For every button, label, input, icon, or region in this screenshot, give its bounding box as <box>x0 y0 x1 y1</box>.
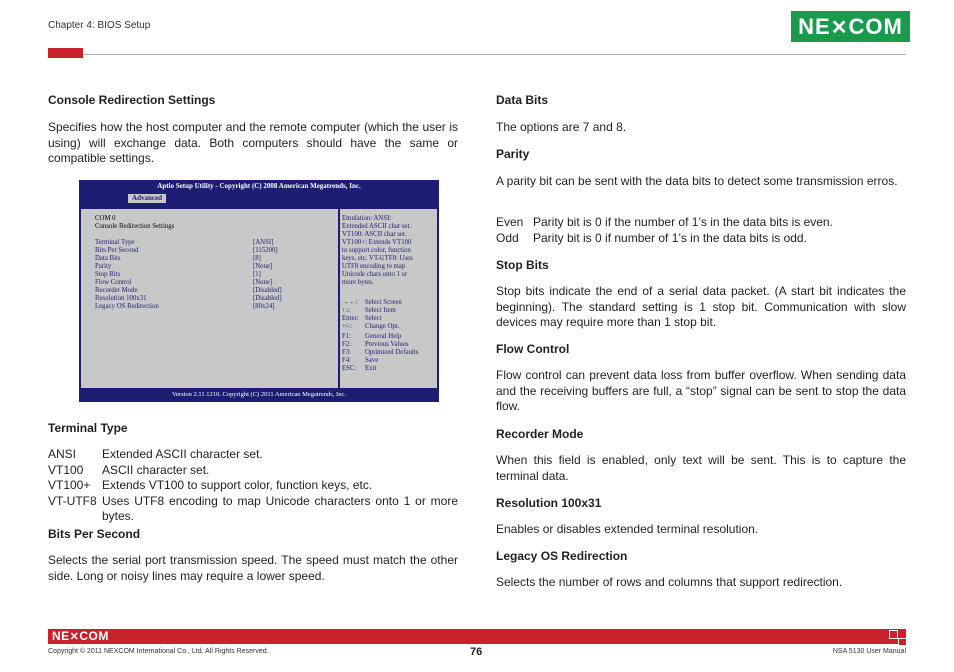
bios-option-label: Stop Bits <box>95 271 121 278</box>
bios-key: ↑↓: <box>342 307 351 314</box>
bios-key: →←: <box>342 299 358 306</box>
bios-option-value: [115200] <box>253 247 278 254</box>
bios-option-value: [None] <box>253 279 273 286</box>
manual-name: NSA 5130 User Manual <box>832 648 906 655</box>
bios-key-desc: Exit <box>365 365 377 372</box>
bios-help-line: Unicode chars onto 1 or <box>342 271 408 278</box>
legacy-os-text: Selects the number of rows and columns that support redirection. <box>496 575 843 589</box>
console-redirection-text: Specifies how the host computer and the remote computer (which the user is using) will exchange data. Both computers should have the same or compatible settings. <box>48 120 458 165</box>
bios-option-value: [Disabled] <box>253 287 282 294</box>
bios-key-desc: Optimized Defaults <box>365 349 419 356</box>
bios-screenshot <box>79 180 439 402</box>
parity-text: A parity bit can be sent with the data bits to detect some transmission erros. <box>496 174 898 188</box>
term-desc: Parity bit is 0 if number of 1’s in the data bits is odd. <box>533 230 807 245</box>
bios-help-line: VT100: ASCII char set. <box>342 231 407 238</box>
bios-heading-com: COM 0 <box>95 215 116 222</box>
list-item <box>496 231 906 247</box>
stop-bits-title: Stop Bits <box>496 258 549 272</box>
bios-key: F2: <box>342 341 352 348</box>
chapter-label: Chapter 4: BIOS Setup <box>48 20 151 31</box>
term-desc: Extends VT100 to support color, function keys, etc. <box>102 478 373 492</box>
bios-help-line: Emulation: ANSI: <box>342 215 392 222</box>
bits-per-second-title: Bits Per Second <box>48 527 141 541</box>
bits-per-second-text: Selects the serial port transmission speed. The speed must match the other side. Long or noisy lines may require a lower speed. <box>48 553 458 583</box>
resolution-text: Enables or disables extended terminal resolution. <box>496 522 759 536</box>
bios-help-line: to support color, function <box>342 247 411 254</box>
bios-help-line: Extended ASCII char set. <box>342 223 412 230</box>
bios-option-value: [Disabled] <box>253 295 282 302</box>
bios-option-value: [1] <box>253 271 261 278</box>
term: VT100 <box>48 462 84 477</box>
recorder-mode-title: Recorder Mode <box>496 427 584 441</box>
bios-option-label: Data Bits <box>95 255 121 262</box>
bios-option-label: Terminal Type <box>95 239 135 246</box>
list-item <box>496 215 906 231</box>
list-item <box>48 447 458 463</box>
bios-key: F1: <box>342 333 352 340</box>
bios-key-desc: Select <box>365 315 382 322</box>
header-rule <box>48 54 906 55</box>
bios-key: F3: <box>342 349 352 356</box>
bios-help-line: VT100+: Extends VT100 <box>342 239 412 246</box>
bios-help-line: keys, etc. VT-UTF8: Uses <box>342 255 413 262</box>
console-redirection-title: Console Redirection Settings <box>48 93 216 107</box>
footer-square-icon <box>889 630 898 639</box>
flow-control-title: Flow Control <box>496 342 570 356</box>
bios-key: Enter: <box>342 315 359 322</box>
bios-help-line: more bytes. <box>342 279 374 286</box>
term-desc: ASCII character set. <box>102 462 210 477</box>
parity-title: Parity <box>496 147 530 161</box>
bios-divider <box>338 209 340 388</box>
bios-key-desc: General Help <box>365 333 402 340</box>
bios-option-value: [8] <box>253 255 261 262</box>
term: VT100+ <box>48 478 91 492</box>
bios-option-value: [80x24] <box>253 303 275 310</box>
term-desc: Uses UTF8 encoding to map Unicode characters onto 1 or more bytes. <box>102 493 458 523</box>
legacy-os-title: Legacy OS Redirection <box>496 549 628 563</box>
bios-key: +/-: <box>342 323 352 330</box>
terminal-type-title: Terminal Type <box>48 421 128 435</box>
bios-key-desc: Change Opt. <box>365 323 400 330</box>
terminal-type-list <box>48 447 458 525</box>
bios-option-label: Resolution 100x31 <box>95 295 147 302</box>
bios-option-label: Legacy OS Redirection <box>95 303 159 310</box>
bios-panel <box>81 209 437 388</box>
data-bits-text: The options are 7 and 8. <box>496 120 627 134</box>
footer-bar <box>48 629 906 644</box>
bios-key-desc: Previous Values <box>365 341 409 348</box>
bios-option-label: Bits Per Second <box>95 247 139 254</box>
footer-square-icon <box>898 638 907 646</box>
recorder-mode-text: When this field is enabled, only text will be sent. This is to capture the terminal data. <box>496 453 906 483</box>
bios-key: ESC: <box>342 365 357 372</box>
stop-bits-text: Stop bits indicate the end of a serial data packet. (A start bit indicates the beginning). The standard setting is 1 stop bit. Communication with slow devices may require more than 1 stop bit. <box>496 284 906 329</box>
bios-key: F4: <box>342 357 352 364</box>
bios-title: Aptio Setup Utility - Copyright (C) 2008 American Megatrends, Inc. <box>157 182 361 190</box>
bios-option-value: [ANSI] <box>253 239 274 246</box>
bios-footer: Version 2.11.1210. Copyright (C) 2011 American Megatrends, Inc. <box>172 391 346 398</box>
bios-help-line: UTF8 encoding to map <box>342 263 406 270</box>
term: Even <box>496 215 524 229</box>
bios-key-desc: Select Screen <box>365 299 402 306</box>
copyright: Copyright © 2011 NEXCOM International Co., Ltd. All Rights Reserved. <box>48 648 269 655</box>
parity-list <box>496 215 906 246</box>
bios-option-label: Recorder Mode <box>95 287 138 294</box>
term: Odd <box>496 230 519 245</box>
bios-key-desc: Save <box>365 357 379 364</box>
nexcom-logo: NE✕COM <box>791 11 910 42</box>
header-accent <box>48 48 83 58</box>
list-item <box>48 494 458 525</box>
term-desc: Parity bit is 0 if the number of 1’s in the data bits is even. <box>533 215 833 229</box>
bios-option-label: Flow Control <box>95 279 132 286</box>
flow-control-text: Flow control can prevent data loss from buffer overflow. When sending data and the receiving buffers are full, a “stop” signal can be sent to stop the data flow. <box>496 368 906 413</box>
term: VT-UTF8 <box>48 493 97 508</box>
bios-key-desc: Select Item <box>365 307 396 314</box>
list-item <box>48 463 458 479</box>
bios-option-value: [None] <box>253 263 273 270</box>
term-desc: Extended ASCII character set. <box>102 447 263 461</box>
resolution-title: Resolution 100x31 <box>496 496 602 510</box>
footer-nexcom-logo: NE✕COM <box>52 629 109 643</box>
bios-option-label: Parity <box>95 263 112 270</box>
page-number: 76 <box>470 646 483 658</box>
data-bits-title: Data Bits <box>496 93 549 107</box>
term: ANSI <box>48 447 77 461</box>
bios-tab-advanced: Advanced <box>128 194 166 203</box>
bios-heading-console: Console Redirection Settings <box>95 223 175 230</box>
list-item <box>48 478 458 494</box>
